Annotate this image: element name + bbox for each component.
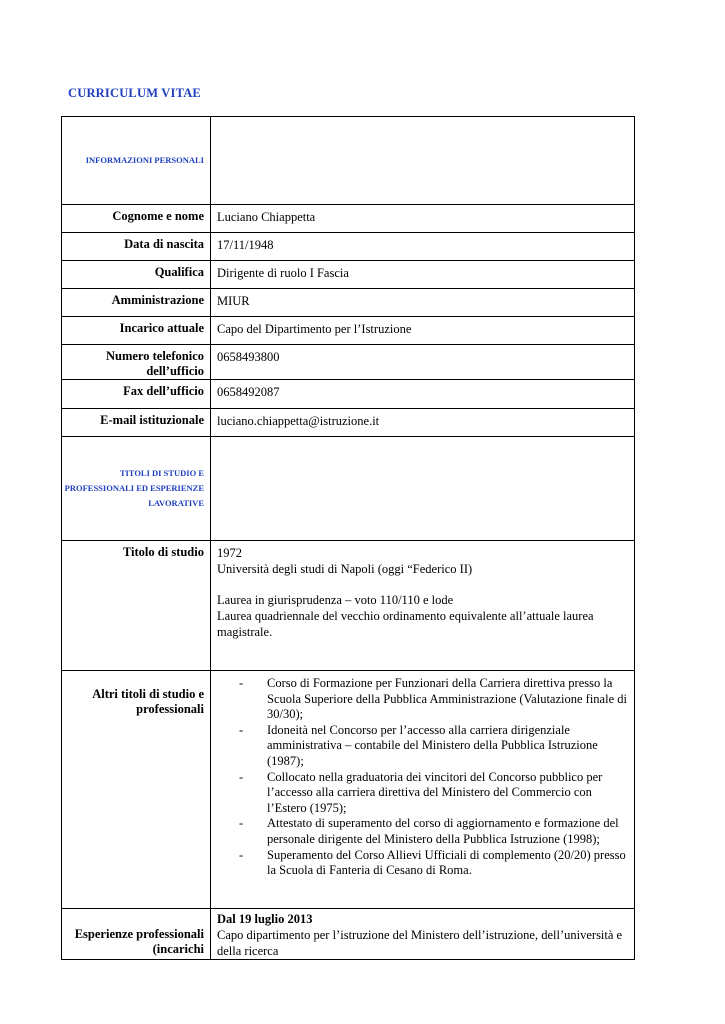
section-blank (211, 437, 635, 541)
field-value: MIUR (211, 289, 635, 317)
section-row-personal (62, 117, 635, 205)
titolo-value (211, 541, 635, 671)
table-row (62, 671, 635, 909)
table-row (62, 345, 635, 380)
field-label: Qualifica (62, 261, 211, 289)
section-row-studies (62, 437, 635, 541)
field-label: Numero telefonico dell’ufficio (62, 345, 211, 380)
field-value: Capo del Dipartimento per l’Istruzione (211, 317, 635, 345)
table-row (62, 909, 635, 960)
titolo-note: Laurea quadriennale del vecchio ordinamento equivalente all’attuale laurea magistrale. (217, 609, 594, 639)
list-item: - Corso di Formazione per Funzionari della Carriera direttiva presso la Scuola Superiore della Pubblica Amministrazione (Valutazione finale di 30/30); (239, 676, 634, 723)
field-label: Amministrazione (62, 289, 211, 317)
cv-table (61, 116, 635, 960)
altri-list (217, 676, 634, 879)
list-item: - Collocato nella graduatoria dei vincitori del Concorso pubblico per l’accesso alla carriera direttiva del Ministero del Commercio con l’Estero (1975); (239, 770, 634, 817)
field-label: Fax dell’ufficio (62, 380, 211, 409)
esperienze-date: Dal 19 luglio 2013 (217, 912, 313, 926)
list-item: - Attestato di superamento del corso di aggiornamento e formazione del personale dirigente del Ministero della Pubblica Istruzione (1998); (239, 816, 634, 847)
field-value: 0658493800 (211, 345, 635, 380)
field-value: 17/11/1948 (211, 233, 635, 261)
altri-value (211, 671, 635, 909)
titolo-year: 1972 (217, 546, 242, 560)
table-row (62, 233, 635, 261)
section-blank (211, 117, 635, 205)
titolo-degree: Laurea in giurisprudenza – voto 110/110 e lode (217, 593, 454, 607)
list-item: - Superamento del Corso Allievi Ufficiali di complemento (20/20) presso la Scuola di Fanteria di Cesano di Roma. (239, 848, 634, 879)
table-row (62, 261, 635, 289)
esperienze-text: Capo dipartimento per l’istruzione del Ministero dell’istruzione, dell’università e della ricerca (217, 928, 623, 958)
field-label: Titolo di studio (62, 541, 211, 671)
table-row (62, 409, 635, 437)
section-heading-studies: TITOLI DI STUDIO E PROFESSIONALI ED ESPERIENZE LAVORATIVE (62, 437, 211, 541)
table-row (62, 541, 635, 671)
table-row (62, 317, 635, 345)
field-label: Incarico attuale (62, 317, 211, 345)
field-value: 0658492087 (211, 380, 635, 409)
email-value: luciano.chiappetta@istruzione.it (211, 409, 635, 437)
field-label: Esperienze professionali (incarichi (62, 909, 211, 960)
field-label: Altri titoli di studio e professionali (62, 671, 211, 909)
field-label: E-mail istituzionale (62, 409, 211, 437)
titolo-university: Università degli studi di Napoli (oggi “Federico II) (217, 562, 473, 576)
list-item: - Idoneità nel Concorso per l’accesso alla carriera dirigenziale amministrativa – contabile del Ministero della Pubblica Istruzione (1987); (239, 723, 634, 770)
table-row (62, 205, 635, 233)
field-value: Dirigente di ruolo I Fascia (211, 261, 635, 289)
table-row (62, 289, 635, 317)
section-heading-personal: INFORMAZIONI PERSONALI (62, 117, 211, 205)
field-value: Luciano Chiappetta (211, 205, 635, 233)
field-label: Cognome e nome (62, 205, 211, 233)
field-label: Data di nascita (62, 233, 211, 261)
page-title: CURRICULUM VITAE (68, 86, 201, 100)
esperienze-value (211, 909, 635, 960)
table-row (62, 380, 635, 409)
